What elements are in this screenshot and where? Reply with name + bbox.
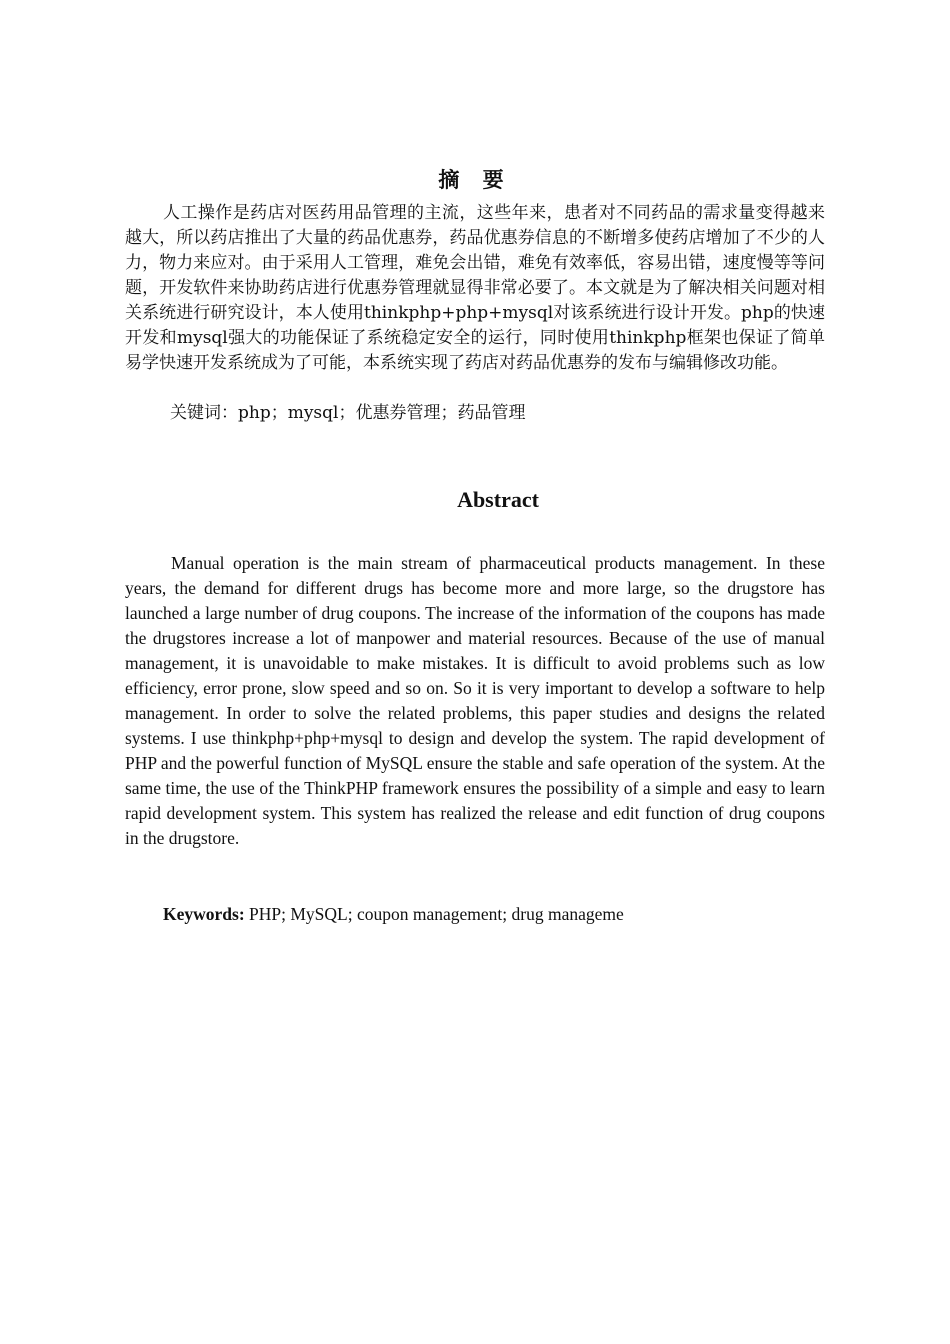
chinese-abstract-body: 人工操作是药店对医药用品管理的主流，这些年来，患者对不同药品的需求量变得越来越大，所以药店推出了大量的药品优惠券，药品优惠券信息的不断增多使药店增加了不少的人力，物力来应对。由于采用人工管理，难免会出错，难免有效率低，容易出错，速度慢等等问题，开发软件来协助药店进行优惠券管理就显得非常必要了。本文就是为了解决相关问题对相关系统进行研究设计，本人使用thinkphp+php+mysql对该系统进行设计开发。php的快速开发和mysql强大的功能保证了系统稳定安全的运行，同时使用thinkphp框架也保证了简单易学快速开发系统成为了可能，本系统实现了药店对药品优惠券的发布与编辑修改功能。 (125, 203, 825, 373)
english-abstract-title: Abstract (457, 487, 539, 512)
english-abstract-body: Manual operation is the main stream of pharmaceutical products management. In these years, the demand for different drugs has become more and more large, so the drugstore has launched a large number of drug coupons. The increase of the information of the coupons has made the drugstores increase a lot of manpower and material resources. Because of the use of manual management, it is unavoidable to make mistakes. It is difficult to avoid problems such as low efficiency, error prone, slow speed and so on. So it is very important to develop a software to help management. In order to solve the related problems, this paper studies and designs the related systems. I use thinkphp+php+mysql to design and develop the system. The rapid development of PHP and the powerful function of MySQL ensure the stable and safe operation of the system. At the same time, the use of the ThinkPHP framework ensures the possibility of a simple and easy to learn rapid development system. This system has realized the release and edit function of drug coupons in the drugstore. (125, 553, 825, 848)
chinese-keywords: 关键词：php；mysql；优惠券管理；药品管理 (170, 403, 526, 423)
english-keywords-text: PHP; MySQL; coupon management; drug manageme (244, 904, 624, 924)
chinese-abstract-title: 摘 要 (438, 167, 512, 192)
english-keywords (163, 902, 825, 927)
english-keywords-label: Keywords: (163, 904, 245, 924)
